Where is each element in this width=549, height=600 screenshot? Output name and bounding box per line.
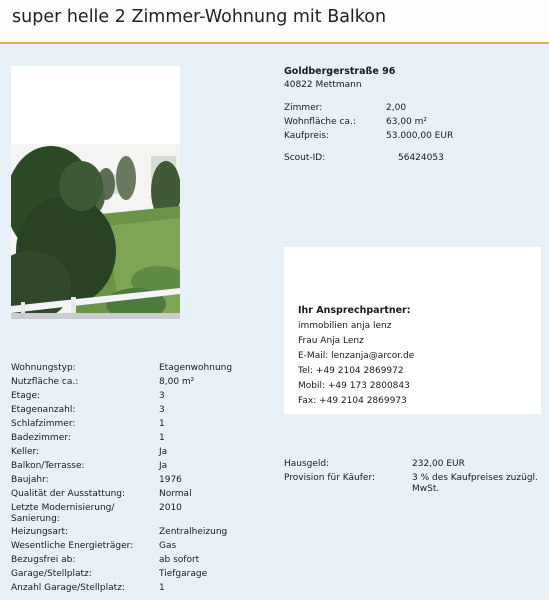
contact-heading: Ihr Ansprechpartner: <box>298 305 411 316</box>
detail-row: Letzte Modernisierung/ Sanierung: 2010 <box>11 503 182 524</box>
summary-value-living-area: 63,00 m² <box>386 117 428 127</box>
cost-row: Provision für Käufer: 3 % des Kaufpreises zuzügl. MwSt. <box>284 473 538 494</box>
contact-mobile[interactable]: Mobil: +49 173 2800843 <box>298 381 410 391</box>
costs-table <box>284 459 546 495</box>
detail-row: Wesentliche Energieträger: Gas <box>11 541 177 551</box>
detail-row: Etagenanzahl: 3 <box>11 405 165 415</box>
summary-value-rooms: 2,00 <box>386 103 407 113</box>
detail-row: Badezimmer: 1 <box>11 433 165 443</box>
detail-row: Schlafzimmer: 1 <box>11 419 165 429</box>
summary-label-price: Kaufpreis: <box>284 131 330 141</box>
detail-row: Keller: Ja <box>11 447 168 457</box>
detail-row: Garage/Stellplatz: Tiefgarage <box>11 569 208 579</box>
detail-row: Wohnungstyp: Etagenwohnung <box>11 363 233 373</box>
cost-row: Hausgeld: 232,00 EUR <box>284 459 465 469</box>
contact-email[interactable]: E-Mail: lenzanja@arcor.de <box>298 351 415 361</box>
scout-id-label: Scout-ID: <box>284 153 326 163</box>
contact-box <box>284 247 541 414</box>
details-table <box>11 363 271 597</box>
scout-id-value: 56424053 <box>398 153 444 163</box>
summary-label-living-area: Wohnfläche ca.: <box>284 117 356 127</box>
contact-person: Frau Anja Lenz <box>298 336 364 346</box>
summary-label-rooms: Zimmer: <box>284 103 323 113</box>
contact-phone[interactable]: Tel: +49 2104 2869972 <box>298 366 404 376</box>
contact-company: immobilien anja lenz <box>298 321 392 331</box>
detail-row: Bezugsfrei ab: ab sofort <box>11 555 200 565</box>
detail-row: Nutzfläche ca.: 8,00 m² <box>11 377 195 387</box>
balcony-view-image <box>11 66 180 319</box>
detail-row: Anzahl Garage/Stellplatz: 1 <box>11 583 165 593</box>
detail-row: Balkon/Terrasse: Ja <box>11 461 168 471</box>
detail-row: Baujahr: 1976 <box>11 475 182 485</box>
page-title: super helle 2 Zimmer-Wohnung mit Balkon <box>12 7 387 27</box>
property-address <box>284 66 395 90</box>
detail-row: Heizungsart: Zentralheizung <box>11 527 228 537</box>
address-street: Goldbergerstraße 96 <box>284 66 396 77</box>
address-city: 40822 Mettmann <box>284 80 362 90</box>
contact-fax: Fax: +49 2104 2869973 <box>298 396 407 406</box>
property-photo[interactable] <box>11 66 180 319</box>
summary-value-price: 53.000,00 EUR <box>386 131 454 141</box>
detail-row: Qualität der Ausstattung: Normal <box>11 489 192 499</box>
detail-row: Etage: 3 <box>11 391 165 401</box>
